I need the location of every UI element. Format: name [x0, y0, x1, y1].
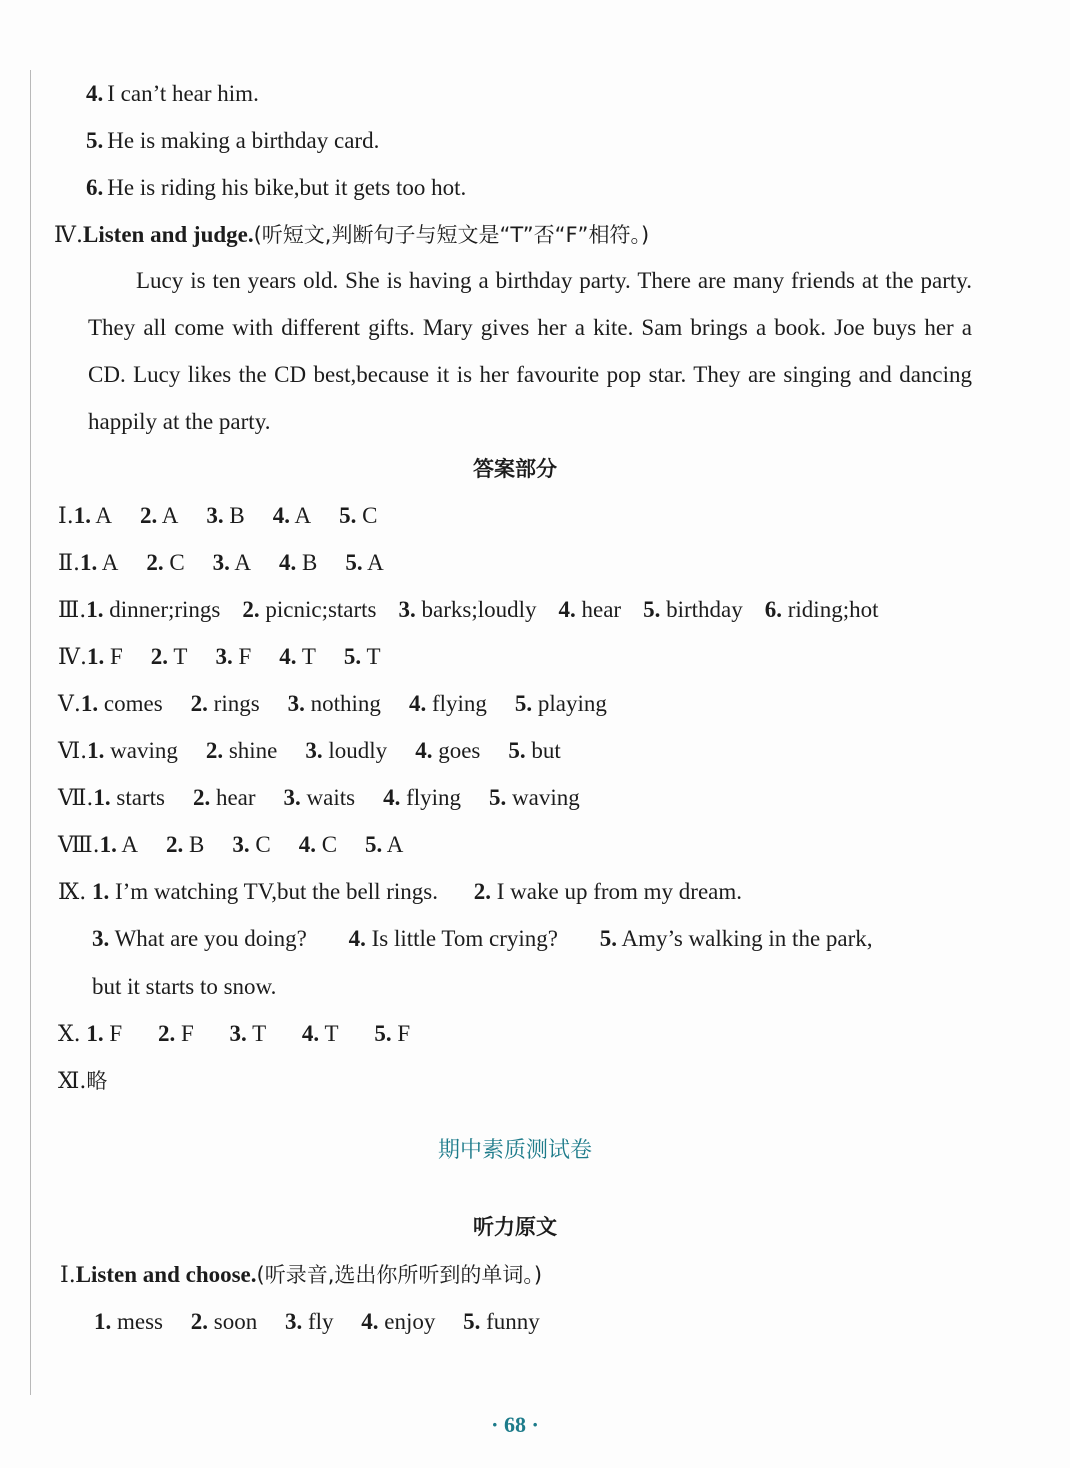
- section-numeral: Ⅱ.: [58, 551, 80, 576]
- answer-7-1: 1. starts: [93, 785, 165, 810]
- midterm-test-title: 期中素质测试卷: [437, 1138, 592, 1163]
- answer-7-3: 3. waits: [283, 785, 356, 810]
- answers-heading: 答案部分: [473, 457, 557, 481]
- answer-7-4: 4. flying: [383, 785, 462, 810]
- answer-9-continuation: but it starts to snow.: [92, 974, 277, 999]
- listening-script-heading: 听力原文: [473, 1215, 557, 1239]
- answer-2-4: 4. B: [279, 550, 318, 575]
- answer-6-2: 2. shine: [205, 738, 278, 763]
- section-numeral: Ⅳ.: [58, 645, 87, 670]
- answer-row-10: Ⅹ. 1. F 2. F 3. T 4. T 5. F: [58, 1021, 411, 1047]
- listen-choose-heading: Ⅰ.Listen and choose.(听录音,选出你所听到的单词。): [60, 1262, 543, 1288]
- word-5: 5. funny: [463, 1309, 540, 1334]
- listening-passage: Lucy is ten years old. She is having a birthday party. There are many friends at the party. They all come with different gifts. Mary gives her a kite. Sam brings a book. Joe buys her a CD. Lucy likes the CD best,because it is her favourite pop star. They are singing and dancing happily at the party.: [88, 268, 972, 434]
- word-4: 4. enjoy: [361, 1309, 436, 1334]
- answer-1-3: 3. B: [206, 503, 245, 528]
- answer-8-1: 1. A: [99, 832, 139, 857]
- section-numeral: Ⅶ.: [58, 786, 94, 811]
- section-numeral: Ⅷ.: [58, 833, 100, 858]
- answer-1-1: 1. A: [73, 503, 113, 528]
- word-2: 2. soon: [190, 1309, 258, 1334]
- answer-2-2: 2. C: [146, 550, 185, 575]
- answer-5-1: 1. comes: [80, 691, 163, 716]
- answer-1-2: 2. A: [140, 503, 179, 528]
- listening-item-4: 4. I can’t hear him.: [86, 81, 259, 106]
- answer-row-1: [58, 501, 405, 532]
- answer-8-3: 3. C: [232, 832, 271, 857]
- answer-row-7: [58, 783, 608, 814]
- word-1: 1. mess: [94, 1309, 163, 1334]
- answer-10-2: 2. F: [157, 1021, 194, 1046]
- answer-7-5: 5. waving: [489, 785, 580, 810]
- answer-6-4: 4. goes: [415, 738, 481, 763]
- word-3: 3. fly: [284, 1309, 334, 1334]
- answer-9-5: 5. Amy’s walking in the park,: [599, 926, 873, 951]
- answer-10-4: 4. T: [301, 1021, 339, 1046]
- answer-2-3: 3. A: [212, 550, 252, 575]
- section-numeral: Ⅴ.: [58, 692, 81, 717]
- answer-3-1: 1. dinner;rings: [86, 597, 221, 622]
- answer-4-3: 3. F: [215, 644, 252, 669]
- answer-5-3: 3. nothing: [287, 691, 381, 716]
- answer-6-5: 5. but: [508, 738, 561, 763]
- answer-3-3: 3. barks;loudly: [398, 597, 537, 622]
- answer-row-9-cont: [92, 924, 873, 954]
- section-numeral: Ⅵ.: [58, 739, 88, 764]
- answer-8-5: 5. A: [365, 832, 404, 857]
- answer-8-2: 2. B: [166, 832, 205, 857]
- listening-item-5: 5. He is making a birthday card.: [86, 128, 380, 153]
- section-4-heading: Ⅳ.Listen and judge.(听短文,判断句子与短文是“T”否“F”相符。): [54, 222, 650, 248]
- answer-9-2: 2. I wake up from my dream.: [473, 879, 743, 904]
- section-numeral: Ⅲ.: [58, 598, 87, 623]
- page-number: · 68 ·: [491, 1412, 539, 1437]
- answer-9-1: 1. I’m watching TV,but the bell rings.: [91, 879, 439, 904]
- listening-item-6: 6. He is riding his bike,but it gets too hot.: [86, 175, 467, 200]
- answer-row-3: [58, 595, 900, 626]
- answer-5-2: 2. rings: [190, 691, 260, 716]
- answer-row-5: [58, 689, 635, 720]
- answer-6-3: 3. loudly: [305, 738, 388, 763]
- answer-1-4: 4. A: [272, 503, 312, 528]
- answer-5-5: 5. playing: [514, 691, 607, 716]
- answer-4-4: 4. T: [279, 644, 316, 669]
- listen-choose-words: [94, 1307, 540, 1337]
- answer-4-2: 2. T: [150, 644, 188, 669]
- answer-3-2: 2. picnic;starts: [242, 597, 377, 622]
- answer-10-5: 5. F: [374, 1021, 411, 1046]
- answer-5-4: 4. flying: [408, 691, 487, 716]
- answer-row-4: [58, 642, 409, 673]
- answer-4-5: 5. T: [343, 644, 381, 669]
- answer-2-1: 1. A: [79, 550, 119, 575]
- answer-4-1: 1. F: [86, 644, 123, 669]
- answer-7-2: 2. hear: [192, 785, 256, 810]
- answer-10-3: 3. T: [229, 1021, 267, 1046]
- answer-1-5: 5. C: [339, 503, 378, 528]
- answer-row-2: [58, 548, 412, 579]
- answer-2-5: 5. A: [345, 550, 384, 575]
- answer-row-11: Ⅺ.略: [58, 1069, 108, 1094]
- answer-3-6: 6. riding;hot: [764, 597, 879, 622]
- answer-8-4: 4. C: [298, 832, 338, 857]
- left-margin-line: [30, 70, 31, 1395]
- answer-10-1: 1. F: [86, 1021, 123, 1046]
- answer-9-3: 3. What are you doing?: [92, 926, 307, 951]
- answer-row-8: [58, 830, 431, 861]
- answer-row-6: [58, 736, 589, 767]
- answer-6-1: 1. waving: [87, 738, 178, 763]
- answer-3-4: 4. hear: [558, 597, 622, 622]
- section-numeral: Ⅰ.: [58, 504, 74, 529]
- answer-3-5: 5. birthday: [643, 597, 743, 622]
- answer-row-9: Ⅸ. 1. I’m watching TV,but the bell rings. 2. I wake up from my dream.: [58, 879, 743, 905]
- answer-9-4: 4. Is little Tom crying?: [348, 926, 558, 951]
